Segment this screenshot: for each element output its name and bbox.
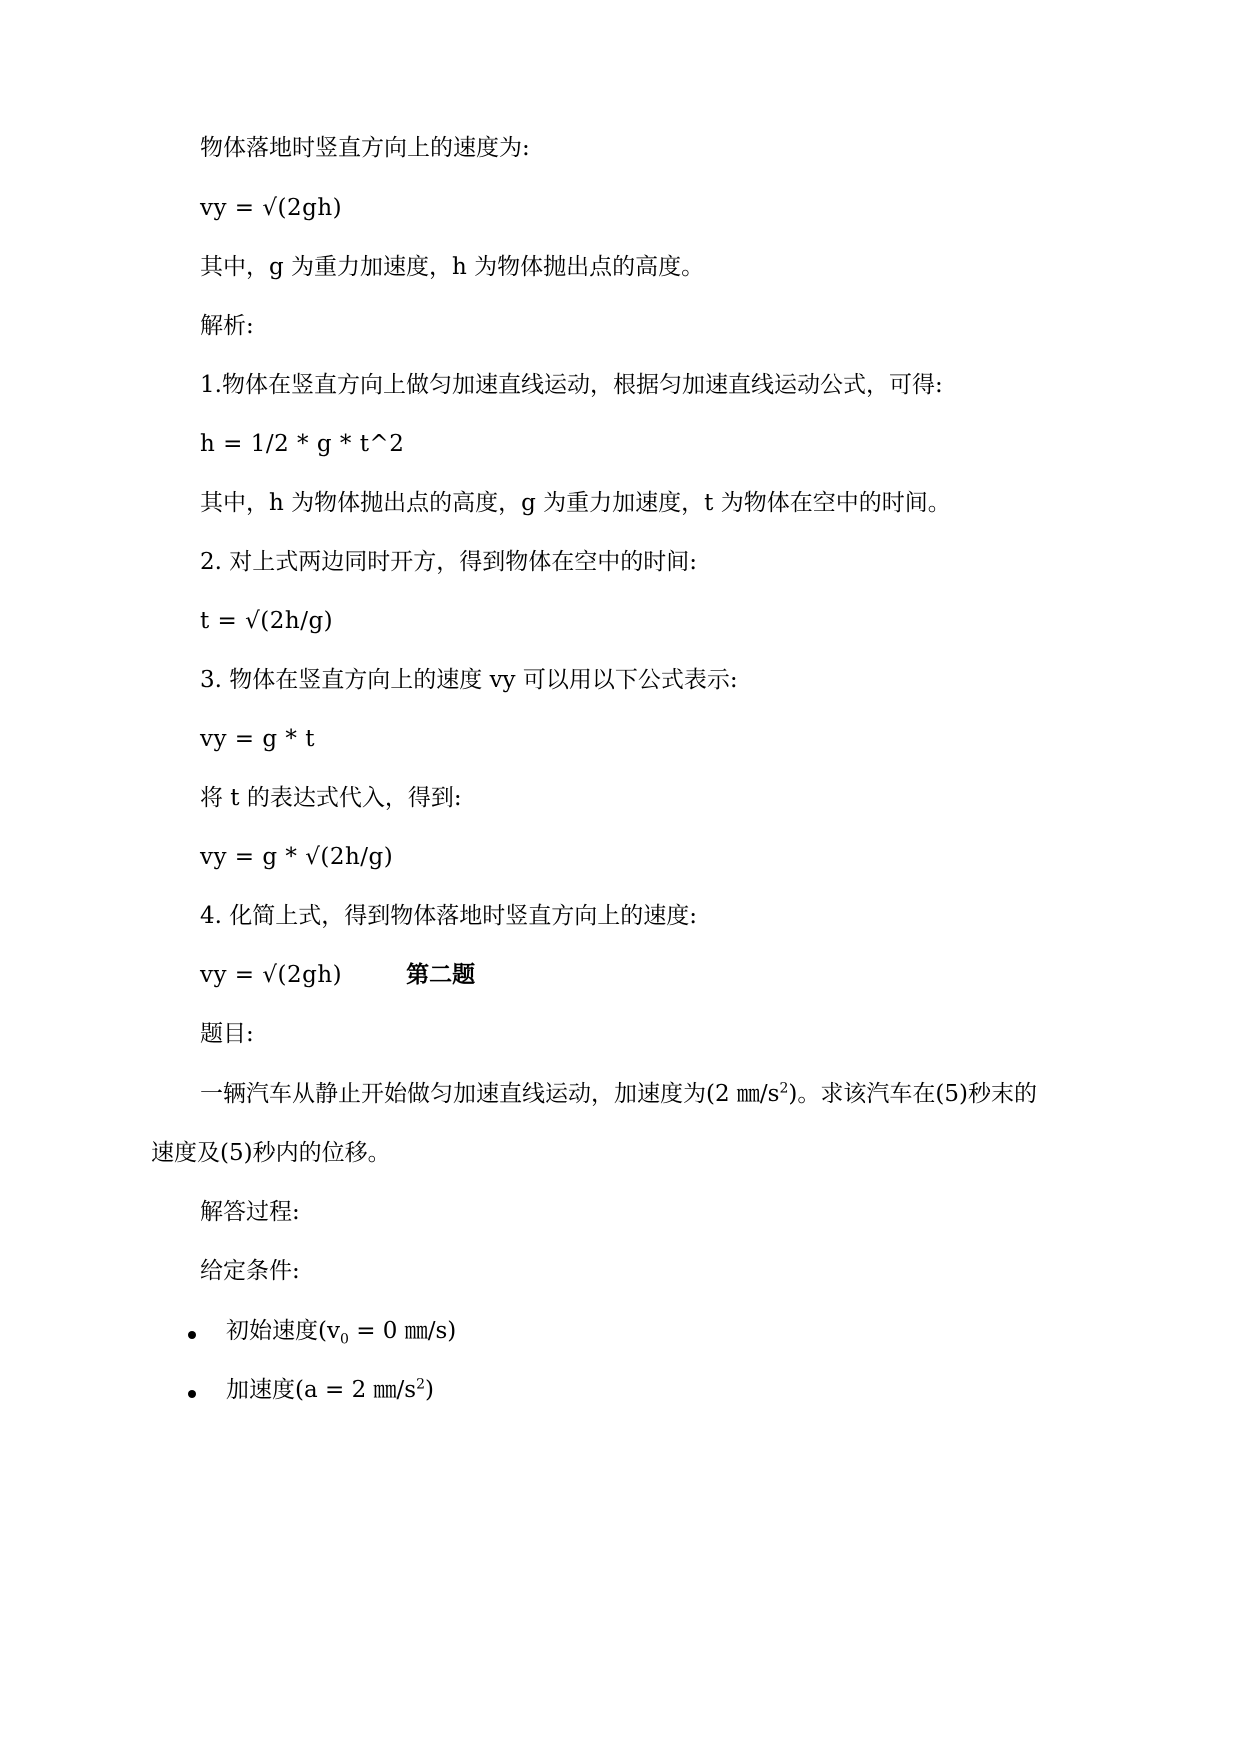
final-formula: vy = √(2gh)	[200, 962, 343, 988]
text-line: 4. 化简上式，得到物体落地时竖直方向上的速度:	[200, 903, 698, 929]
formula-line: h = 1/2 * g * t^2	[200, 431, 405, 457]
solution-label: 解答过程:	[200, 1199, 300, 1225]
text-line: 其中，h 为物体抛出点的高度，g 为重力加速度，t 为物体在空中的时间。	[200, 490, 951, 516]
problem-part-2: )。求该汽车在(5)秒末的	[788, 1081, 1037, 1107]
problem-sup-1: 2	[779, 1080, 789, 1097]
bullet-item	[226, 1316, 456, 1346]
text-line: 3. 物体在竖直方向上的速度 vy 可以用以下公式表示:	[200, 667, 738, 693]
problem-text-continued: 速度及(5)秒内的位移。	[151, 1140, 391, 1166]
bullet-superscript: 2	[416, 1376, 425, 1393]
bullet-prefix: 初始速度(v	[226, 1318, 340, 1344]
formula-line: t = √(2h/g)	[200, 608, 334, 634]
bullet-dot	[188, 1390, 196, 1398]
bullet-dot	[188, 1331, 196, 1339]
bullet-suffix: )	[425, 1377, 434, 1403]
text-line: 解析:	[200, 313, 254, 339]
problem-part-1: 一辆汽车从静止开始做匀加速直线运动，加速度为(2 ㎜/s	[200, 1081, 780, 1107]
final-formula-row	[200, 960, 475, 990]
text-line: 1.物体在竖直方向上做匀加速直线运动，根据匀加速直线运动公式，可得:	[200, 372, 943, 398]
formula-line: vy = √(2gh)	[200, 195, 343, 221]
text-line: 物体落地时竖直方向上的速度为:	[200, 135, 530, 161]
formula-line: vy = g * √(2h/g)	[200, 844, 394, 870]
bullet-subscript: 0	[339, 1331, 349, 1348]
bullet-prefix: 加速度(a = 2 ㎜/s	[226, 1377, 417, 1403]
text-line: 将 t 的表达式代入，得到:	[200, 785, 462, 811]
problem-label: 题目:	[200, 1021, 254, 1047]
formula-line: vy = g * t	[200, 726, 315, 752]
text-line: 2. 对上式两边同时开方，得到物体在空中的时间:	[200, 549, 698, 575]
problem-text	[200, 1079, 1037, 1109]
section-heading: 第二题	[406, 961, 476, 988]
given-label: 给定条件:	[200, 1258, 300, 1284]
bullet-item	[226, 1375, 434, 1405]
text-line: 其中，g 为重力加速度，h 为物体抛出点的高度。	[200, 254, 705, 280]
bullet-suffix: = 0 ㎜/s)	[348, 1318, 457, 1344]
